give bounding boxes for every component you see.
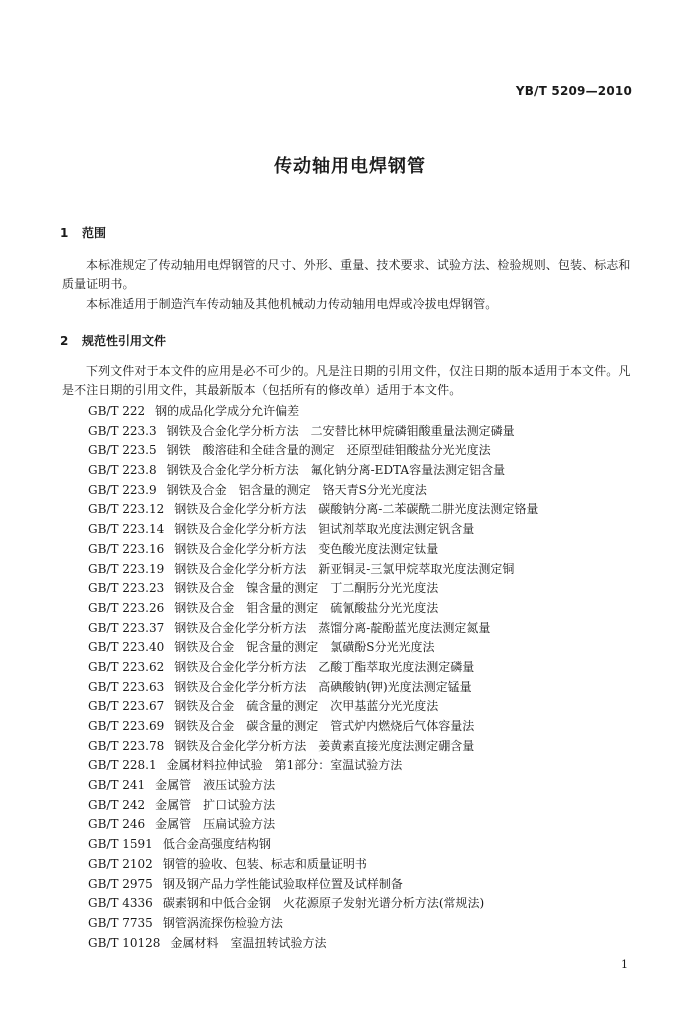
reference-item: [88, 422, 648, 442]
reference-item: [88, 914, 648, 934]
reference-title: 钢铁及合金化学分析方法 新亚铜灵-三氯甲烷萃取光度法测定铜: [174, 561, 515, 576]
reference-title: 钢铁及合金 铌含量的测定 氯磺酚S分光光度法: [174, 640, 435, 655]
reference-item: [88, 520, 648, 540]
reference-title: 金属管 扩口试验方法: [155, 797, 276, 812]
reference-title: 钢铁及合金化学分析方法 二安替比林甲烷磷钼酸重量法测定磷量: [166, 423, 515, 438]
section-2-title: 规范性引用文件: [82, 334, 167, 348]
reference-title: 金属管 压扁试验方法: [155, 817, 276, 832]
section-1-number: 1: [60, 226, 69, 240]
reference-title: 钢及钢产品力学性能试验取样位置及试样制备: [162, 876, 403, 891]
reference-code: GB/T 4336: [88, 896, 153, 911]
reference-title: 钢管的验收、包装、标志和质量证明书: [162, 856, 367, 871]
reference-title: 钢铁及合金 钼含量的测定 硫氰酸盐分光光度法: [174, 600, 439, 615]
reference-title: 钢铁 酸溶硅和全硅含量的测定 还原型硅钼酸盐分光光度法: [166, 443, 491, 458]
reference-code: GB/T 222: [88, 404, 146, 418]
reference-title: 钢铁及合金化学分析方法 乙酸丁酯萃取光度法测定磷量: [174, 659, 475, 674]
reference-item: [88, 402, 648, 422]
reference-title: 钢铁及合金化学分析方法 氟化钠分离-EDTA容量法测定铝含量: [166, 463, 506, 478]
reference-code: GB/T 223.16: [88, 541, 165, 556]
reference-code: GB/T 223.78: [88, 738, 165, 753]
reference-title: 钢管涡流探伤检验方法: [162, 915, 283, 930]
reference-item: [88, 481, 648, 501]
reference-code: GB/T 223.5: [88, 443, 157, 458]
reference-item: [88, 678, 648, 698]
reference-item: [88, 579, 648, 599]
reference-item: [88, 717, 648, 737]
section-1-paragraph-1: 本标准规定了传动轴用电焊钢管的尺寸、外形、重量、技术要求、试验方法、检验规则、包装、标志和质量证明书。: [62, 258, 631, 291]
reference-code: GB/T 223.12: [88, 502, 165, 517]
reference-title: 钢铁及合金化学分析方法 碳酸钠分离-二苯碳酰二肼光度法测定铬量: [174, 502, 539, 517]
reference-title: 钢铁及合金化学分析方法 高碘酸钠(钾)光度法测定锰量: [174, 679, 472, 694]
reference-item: [88, 796, 648, 816]
reference-code: GB/T 2975: [88, 876, 153, 891]
reference-title: 金属管 液压试验方法: [155, 778, 276, 793]
reference-title: 金属材料 室温扭转试验方法: [170, 935, 327, 950]
reference-code: GB/T 242: [88, 797, 146, 812]
reference-title: 金属材料拉伸试验 第1部分：室温试验方法: [166, 758, 403, 773]
reference-title: 钢铁及合金化学分析方法 蒸馏分离-靛酚蓝光度法测定氮量: [174, 620, 491, 635]
reference-title: 钢铁及合金化学分析方法 变色酸光度法测定钛量: [174, 541, 439, 556]
reference-title: 钢铁及合金 铝含量的测定 铬天青S分光光度法: [166, 482, 427, 497]
reference-item: [88, 934, 648, 954]
reference-code: GB/T 223.14: [88, 522, 165, 537]
reference-code: GB/T 10128: [88, 935, 161, 950]
reference-code: GB/T 223.23: [88, 581, 165, 596]
reference-code: GB/T 2102: [88, 856, 153, 871]
reference-code: GB/T 223.19: [88, 561, 165, 576]
page-number: 1: [621, 958, 628, 971]
reference-item: [88, 599, 648, 619]
reference-code: GB/T 1591: [88, 837, 153, 852]
document-title: 传动轴用电焊钢管: [274, 156, 426, 177]
reference-title: 钢铁及合金化学分析方法 姜黄素直接光度法测定硼含量: [174, 738, 475, 753]
reference-item: [88, 894, 648, 914]
reference-title: 钢铁及合金化学分析方法 钽试剂萃取光度法测定钒含量: [174, 522, 475, 537]
reference-item: [88, 619, 648, 639]
reference-code: GB/T 223.9: [88, 482, 157, 497]
reference-code: GB/T 223.69: [88, 719, 165, 733]
reference-title: 碳素钢和中低合金钢 火花源原子发射光谱分析方法(常规法): [162, 896, 485, 911]
reference-item: [88, 461, 648, 481]
reference-list: [88, 402, 648, 953]
reference-code: GB/T 223.8: [88, 463, 157, 478]
section-2-intro: 下列文件对于本文件的应用是必不可少的。凡是注日期的引用文件，仅注日期的版本适用于本文件。凡是不注日期的引用文件，其最新版本（包括所有的修改单）适用于本文件。: [62, 364, 631, 397]
reference-item: [88, 441, 648, 461]
reference-item: [88, 875, 648, 895]
section-1-paragraph-2: 本标准适用于制造汽车传动轴及其他机械动力传动轴用电焊或冷拔电焊钢管。: [86, 297, 498, 311]
reference-item: [88, 658, 648, 678]
reference-code: GB/T 246: [88, 817, 146, 832]
section-2-heading: [60, 332, 166, 349]
reference-item: [88, 756, 648, 776]
reference-item: [88, 815, 648, 835]
reference-title: 钢铁及合金 碳含量的测定 管式炉内燃烧后气体容量法: [174, 719, 475, 733]
reference-item: [88, 835, 648, 855]
section-1-title: 范围: [82, 226, 107, 240]
reference-item: [88, 697, 648, 717]
reference-item: [88, 500, 648, 520]
reference-code: GB/T 223.37: [88, 620, 165, 635]
reference-code: GB/T 223.40: [88, 640, 165, 655]
section-1-heading: [60, 224, 106, 241]
reference-code: GB/T 223.62: [88, 659, 165, 674]
standard-number: YB/T 5209—2010: [515, 84, 632, 98]
section-2-number: 2: [60, 334, 69, 348]
reference-code: GB/T 223.26: [88, 600, 165, 615]
reference-title: 低合金高强度结构钢: [162, 837, 271, 852]
reference-code: GB/T 223.3: [88, 423, 157, 438]
reference-code: GB/T 223.67: [88, 699, 165, 714]
reference-title: 钢的成品化学成分允许偏差: [155, 404, 300, 418]
reference-item: [88, 737, 648, 757]
reference-code: GB/T 7735: [88, 915, 153, 930]
reference-item: [88, 855, 648, 875]
reference-title: 钢铁及合金 硫含量的测定 次甲基蓝分光光度法: [174, 699, 439, 714]
reference-code: GB/T 223.63: [88, 679, 165, 694]
reference-item: [88, 638, 648, 658]
reference-code: GB/T 228.1: [88, 758, 157, 773]
reference-item: [88, 560, 648, 580]
reference-item: [88, 776, 648, 796]
reference-item: [88, 540, 648, 560]
reference-title: 钢铁及合金 镍含量的测定 丁二酮肟分光光度法: [174, 581, 439, 596]
reference-code: GB/T 241: [88, 778, 146, 793]
